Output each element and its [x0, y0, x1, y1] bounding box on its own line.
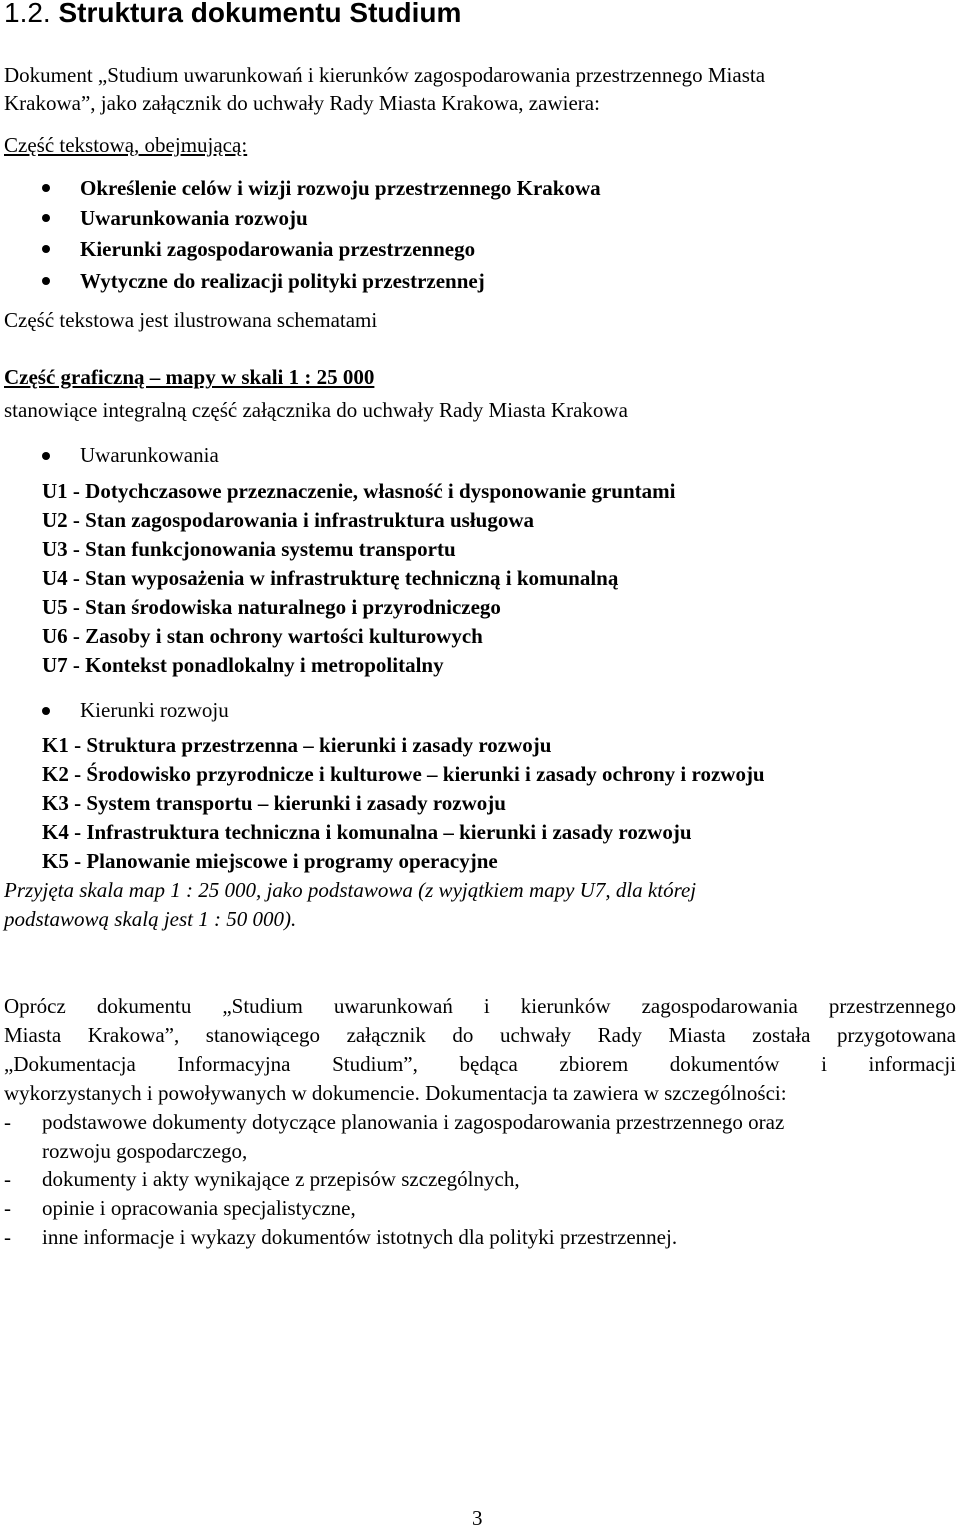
- scale-note-line-2: podstawową skalą jest 1 : 50 000).: [4, 907, 297, 931]
- documentation-item: podstawowe dokumenty dotyczące planowania i zagospodarowania przestrzennego oraz: [42, 1110, 785, 1134]
- graphic-part-subheading: stanowiące integralną część załącznika do uchwały Rady Miasta Krakowa: [4, 398, 628, 422]
- text-part-note: Część tekstowa jest ilustrowana schematami: [4, 308, 378, 332]
- documentation-item: opinie i opracowania specjalistyczne,: [42, 1196, 356, 1220]
- map-list-item: K1 - Struktura przestrzenna – kierunki i zasady rozwoju: [42, 733, 552, 757]
- map-list-item: U6 - Zasoby i stan ochrony wartości kulturowych: [42, 624, 483, 648]
- bullet-icon: [42, 277, 50, 285]
- map-list-item: K5 - Planowanie miejscowe i programy operacyjne: [42, 849, 498, 873]
- dash-marker: -: [4, 1110, 11, 1134]
- map-list-item: K3 - System transportu – kierunki i zasady rozwoju: [42, 791, 506, 815]
- documentation-item-continued: rozwoju gospodarczego,: [42, 1139, 248, 1163]
- bullet-icon: [42, 184, 50, 192]
- dash-marker: -: [4, 1225, 11, 1249]
- scale-note-line-1: Przyjęta skala map 1 : 25 000, jako podstawowa (z wyjątkiem mapy U7, dla której: [4, 878, 697, 902]
- paragraph-line: „Dokumentacja Informacyjna Studium”, będąca zbiorem dokumentów i informacji: [4, 1052, 956, 1076]
- dash-marker: -: [4, 1196, 11, 1220]
- map-list-item: U1 - Dotychczasowe przeznaczenie, własność i dysponowanie gruntami: [42, 479, 676, 503]
- paragraph-line: Miasta Krakowa”, stanowiącego załącznik do uchwały Rady Miasta została przygotowana: [4, 1023, 956, 1047]
- map-list-item: U7 - Kontekst ponadlokalny i metropolitalny: [42, 653, 444, 677]
- intro-line-1: Dokument „Studium uwarunkowań i kierunków zagospodarowania przestrzennego Miasta: [4, 63, 766, 87]
- text-part-item: Wytyczne do realizacji polityki przestrzennej: [80, 269, 485, 293]
- uwarunkowania-label: Uwarunkowania: [80, 443, 219, 467]
- map-list-item: U2 - Stan zagospodarowania i infrastruktura usługowa: [42, 508, 535, 532]
- documentation-item: inne informacje i wykazy dokumentów istotnych dla polityki przestrzennej.: [42, 1225, 678, 1249]
- section-title: Struktura dokumentu Studium: [58, 0, 462, 28]
- page-number: 3: [472, 1506, 483, 1530]
- paragraph-line: wykorzystanych i powoływanych w dokumencie. Dokumentacja ta zawiera w szczególności:: [4, 1081, 787, 1105]
- map-list-item: K4 - Infrastruktura techniczna i komunalna – kierunki i zasady rozwoju: [42, 820, 692, 844]
- bullet-icon: [42, 245, 50, 253]
- map-list-item: U3 - Stan funkcjonowania systemu transportu: [42, 537, 456, 561]
- text-part-item: Kierunki zagospodarowania przestrzennego: [80, 237, 476, 261]
- intro-line-2: Krakowa”, jako załącznik do uchwały Rady Miasta Krakowa, zawiera:: [4, 91, 600, 115]
- kierunki-label: Kierunki rozwoju: [80, 698, 229, 722]
- map-list-item: U4 - Stan wyposażenia w infrastrukturę techniczną i komunalną: [42, 566, 619, 590]
- documentation-item: dokumenty i akty wynikające z przepisów szczególnych,: [42, 1167, 520, 1191]
- text-part-item: Uwarunkowania rozwoju: [80, 206, 308, 230]
- section-heading: [4, 0, 461, 29]
- bullet-icon: [42, 452, 50, 460]
- documentation-paragraph: [4, 992, 956, 1108]
- text-part-item: Określenie celów i wizji rozwoju przestrzennego Krakowa: [80, 176, 601, 200]
- bullet-icon: [42, 707, 50, 715]
- bullet-icon: [42, 214, 50, 222]
- paragraph-line: Oprócz dokumentu „Studium uwarunkowań i kierunków zagospodarowania przestrzennego: [4, 994, 956, 1018]
- text-part-heading: Część tekstową, obejmującą:: [4, 133, 248, 157]
- map-list-item: K2 - Środowisko przyrodnicze i kulturowe – kierunki i zasady ochrony i rozwoju: [42, 762, 765, 786]
- section-number: 1.2.: [4, 0, 51, 28]
- map-list-item: U5 - Stan środowiska naturalnego i przyrodniczego: [42, 595, 501, 619]
- dash-marker: -: [4, 1167, 11, 1191]
- graphic-part-heading: Część graficzną – mapy w skali 1 : 25 000: [4, 365, 375, 389]
